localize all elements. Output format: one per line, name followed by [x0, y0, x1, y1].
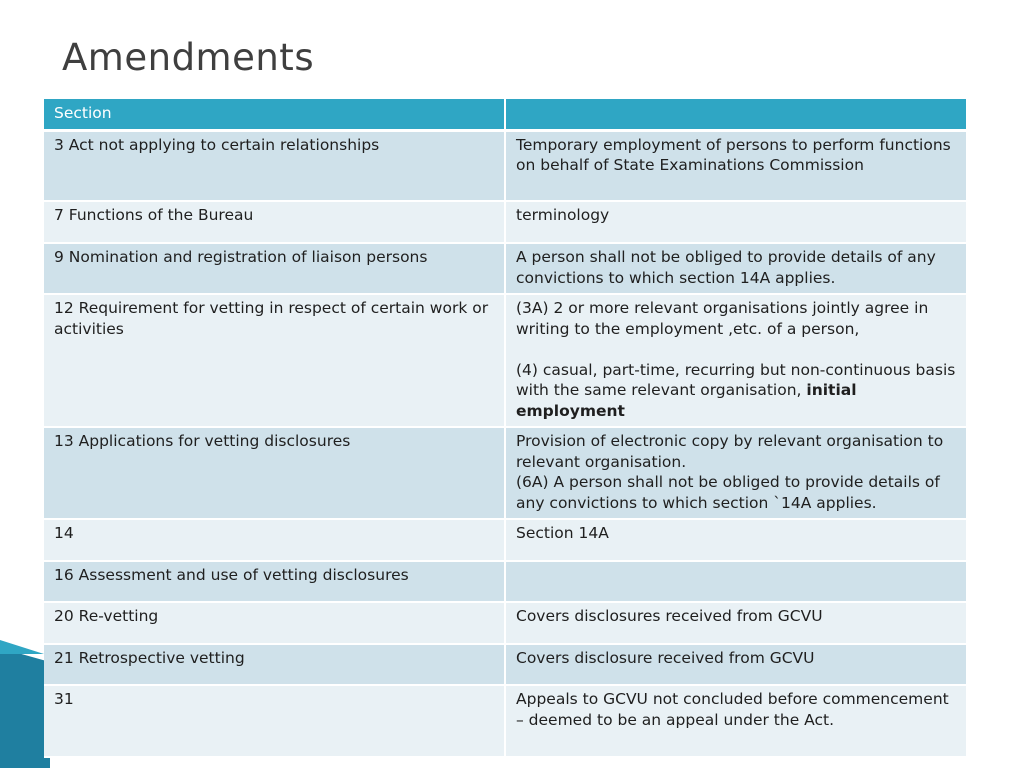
table-row	[44, 427, 966, 519]
detail-cell: Covers disclosure received from GCVU	[505, 644, 966, 685]
section-cell: 7 Functions of the Bureau	[44, 201, 505, 243]
detail-cell	[505, 561, 966, 602]
detail-cell: A person shall not be obliged to provide details of any convictions to which section 14A applies.	[505, 243, 966, 294]
section-cell: 21 Retrospective vetting	[44, 644, 505, 685]
detail-cell: Section 14A	[505, 519, 966, 561]
corner-decoration-shape	[0, 640, 50, 768]
table-row	[44, 561, 966, 602]
detail-paragraph: (6A) A person shall not be obliged to provide details of any convictions to which section `14A applies.	[516, 473, 940, 512]
paragraph-spacer	[516, 339, 956, 360]
section-cell: 16 Assessment and use of vetting disclosures	[44, 561, 505, 602]
page-title: Amendments	[62, 36, 315, 79]
detail-cell	[505, 427, 966, 519]
section-cell: 14	[44, 519, 505, 561]
section-cell: 20 Re-vetting	[44, 602, 505, 644]
column-header-section: Section	[44, 99, 505, 130]
detail-cell: terminology	[505, 201, 966, 243]
detail-paragraph: (4) casual, part-time, recurring but non-continuous basis with the same relevant organisation,	[516, 360, 956, 399]
detail-emphasis: initial employment	[516, 381, 857, 420]
detail-paragraph: Provision of electronic copy by relevant organisation to relevant organisation.	[516, 432, 944, 471]
table-row	[44, 130, 966, 201]
detail-cell: Temporary employment of persons to perform functions on behalf of State Examinations Commission	[505, 130, 966, 201]
table-row	[44, 294, 966, 427]
table-row	[44, 519, 966, 561]
column-header-detail	[505, 99, 966, 130]
detail-cell: Covers disclosures received from GCVU	[505, 602, 966, 644]
detail-paragraph: (3A) 2 or more relevant organisations jointly agree in writing to the employment ,etc. of a person,	[516, 299, 929, 338]
detail-cell	[505, 294, 966, 427]
section-cell: 12 Requirement for vetting in respect of certain work or activities	[44, 294, 505, 427]
table-row	[44, 644, 966, 685]
table-header-row	[44, 99, 966, 130]
table-row	[44, 201, 966, 243]
section-cell: 3 Act not applying to certain relationships	[44, 130, 505, 201]
table-row	[44, 602, 966, 644]
section-cell: 13 Applications for vetting disclosures	[44, 427, 505, 519]
table-row	[44, 243, 966, 294]
table-row	[44, 685, 966, 757]
amendments-table	[44, 99, 966, 758]
section-cell: 31	[44, 685, 505, 757]
detail-cell: Appeals to GCVU not concluded before commencement – deemed to be an appeal under the Act.	[505, 685, 966, 757]
section-cell: 9 Nomination and registration of liaison persons	[44, 243, 505, 294]
